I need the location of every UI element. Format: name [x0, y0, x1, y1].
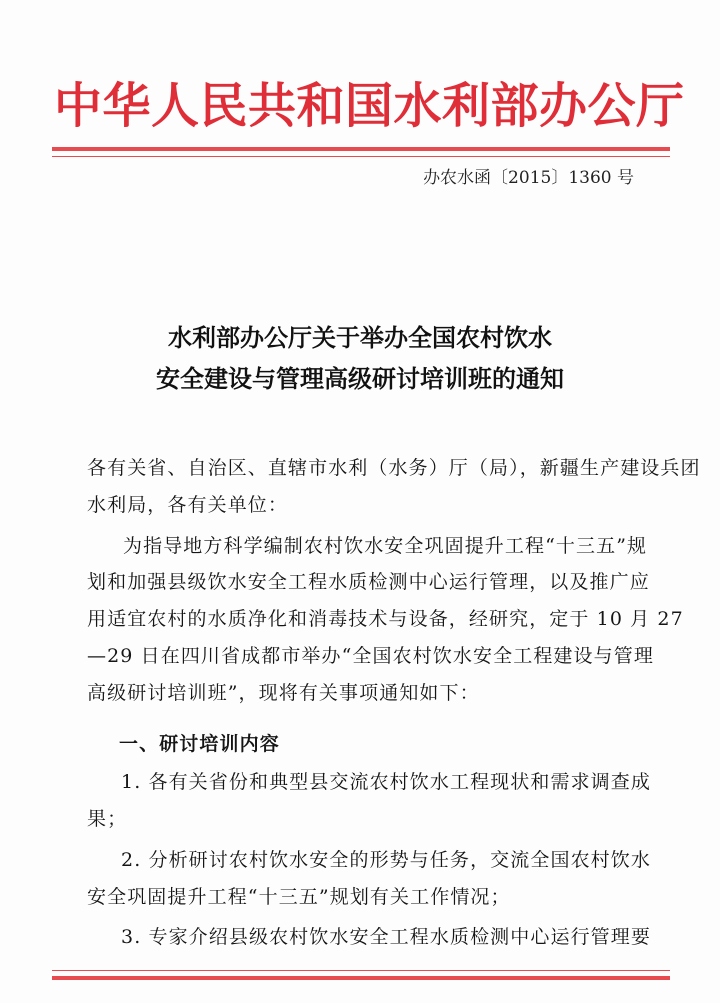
section-heading-training-content: 一、研讨培训内容 — [119, 733, 280, 755]
recipient-line-1: 各有关省、自治区、直辖市水利（水务）厅（局），新疆生产建设兵团 — [87, 457, 701, 479]
training-item-1-line-2: 果； — [87, 808, 128, 830]
purpose-paragraph-line-1: 为指导地方科学编制农村饮水安全巩固提升工程“十三五”规 — [123, 535, 648, 557]
document-number: 办农水函〔2015〕1360 号 — [423, 168, 634, 188]
agency-masthead: 中华人民共和国水利部办公厅 — [54, 78, 685, 134]
purpose-paragraph-line-2: 划和加强县级饮水安全工程水质检测中心运行管理，以及推广应 — [87, 571, 650, 593]
purpose-paragraph-line-3: 用适宜农村的水质净化和消毒技术与设备，经研究，定于 10 月 27 — [87, 608, 684, 630]
recipient-line-2: 水利局，各有关单位： — [87, 494, 289, 516]
bottom-thin-red-rule — [52, 970, 670, 971]
training-item-1-line-1: 1. 各有关省份和典型县交流农村饮水工程现状和需求调查成 — [121, 771, 651, 793]
purpose-paragraph-line-4: —29 日在四川省成都市举办“全国农村饮水安全工程建设与管理 — [87, 645, 654, 667]
training-item-3-line-1: 3. 专家介绍县级农村饮水安全工程水质检测中心运行管理要 — [121, 926, 651, 948]
notice-title-line-2: 安全建设与管理高级研讨培训班的通知 — [156, 364, 564, 393]
training-item-2-line-2: 安全巩固提升工程“十三五”规划有关工作情况； — [87, 886, 511, 908]
top-thick-red-rule — [52, 147, 670, 151]
purpose-paragraph-line-5: 高级研讨培训班”，现将有关事项通知如下： — [87, 682, 480, 704]
bottom-thick-red-rule — [52, 976, 670, 980]
notice-title-line-1: 水利部办公厅关于举办全国农村饮水 — [168, 323, 552, 352]
top-thin-red-rule — [52, 156, 670, 157]
training-item-2-line-1: 2. 分析研讨农村饮水安全的形势与任务，交流全国农村饮水 — [121, 849, 651, 871]
